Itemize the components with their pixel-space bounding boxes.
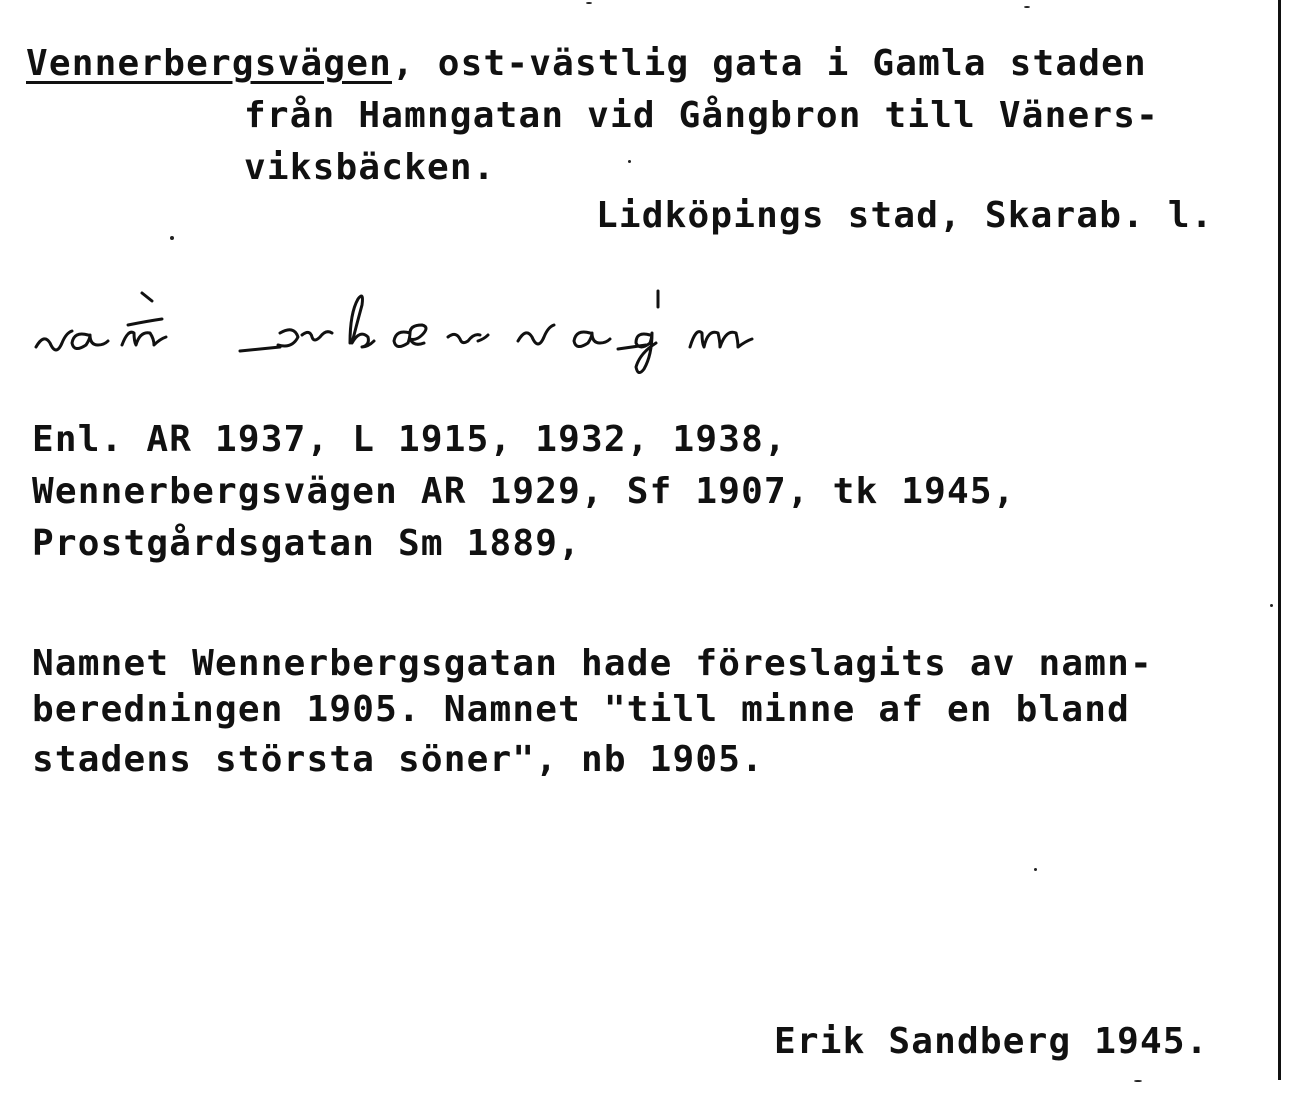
signature-line: Erik Sandberg 1945. [774, 1021, 1209, 1062]
sources-line-2: Wennerbergsvägen AR 1929, Sf 1907, tk 1945, [32, 471, 1016, 512]
heading-description: , ost-västlig gata i Gamla staden [391, 43, 1147, 84]
scan-speck [1034, 868, 1037, 871]
note-line-2: beredningen 1905. Namnet "till minne af en bland [32, 689, 1130, 730]
sources-line-3: Prostgårdsgatan Sm 1889, [32, 523, 581, 564]
heading-line-1 [26, 44, 1147, 84]
scan-speck [170, 236, 174, 240]
sources-line-1: Enl. AR 1937, L 1915, 1932, 1938, [32, 419, 787, 460]
handwritten-pronunciation [30, 285, 800, 380]
heading-line-2: från Hamngatan vid Gångbron till Väners- [244, 95, 1159, 136]
card-edge-line [1278, 0, 1281, 1080]
locality-line: Lidköpings stad, Skarab. l. [596, 195, 1214, 236]
note-line-1: Namnet Wennerbergsgatan hade föreslagits av namn- [32, 643, 1153, 684]
scan-speck [1134, 1080, 1142, 1082]
scan-speck [628, 160, 631, 163]
headword: Vennerbergsvägen [26, 43, 392, 84]
scan-speck [1270, 604, 1273, 607]
scan-speck [1024, 6, 1030, 8]
note-line-3: stadens största söner", nb 1905. [32, 739, 764, 780]
heading-line-3: viksbäcken. [244, 147, 496, 188]
scan-speck [586, 2, 592, 4]
